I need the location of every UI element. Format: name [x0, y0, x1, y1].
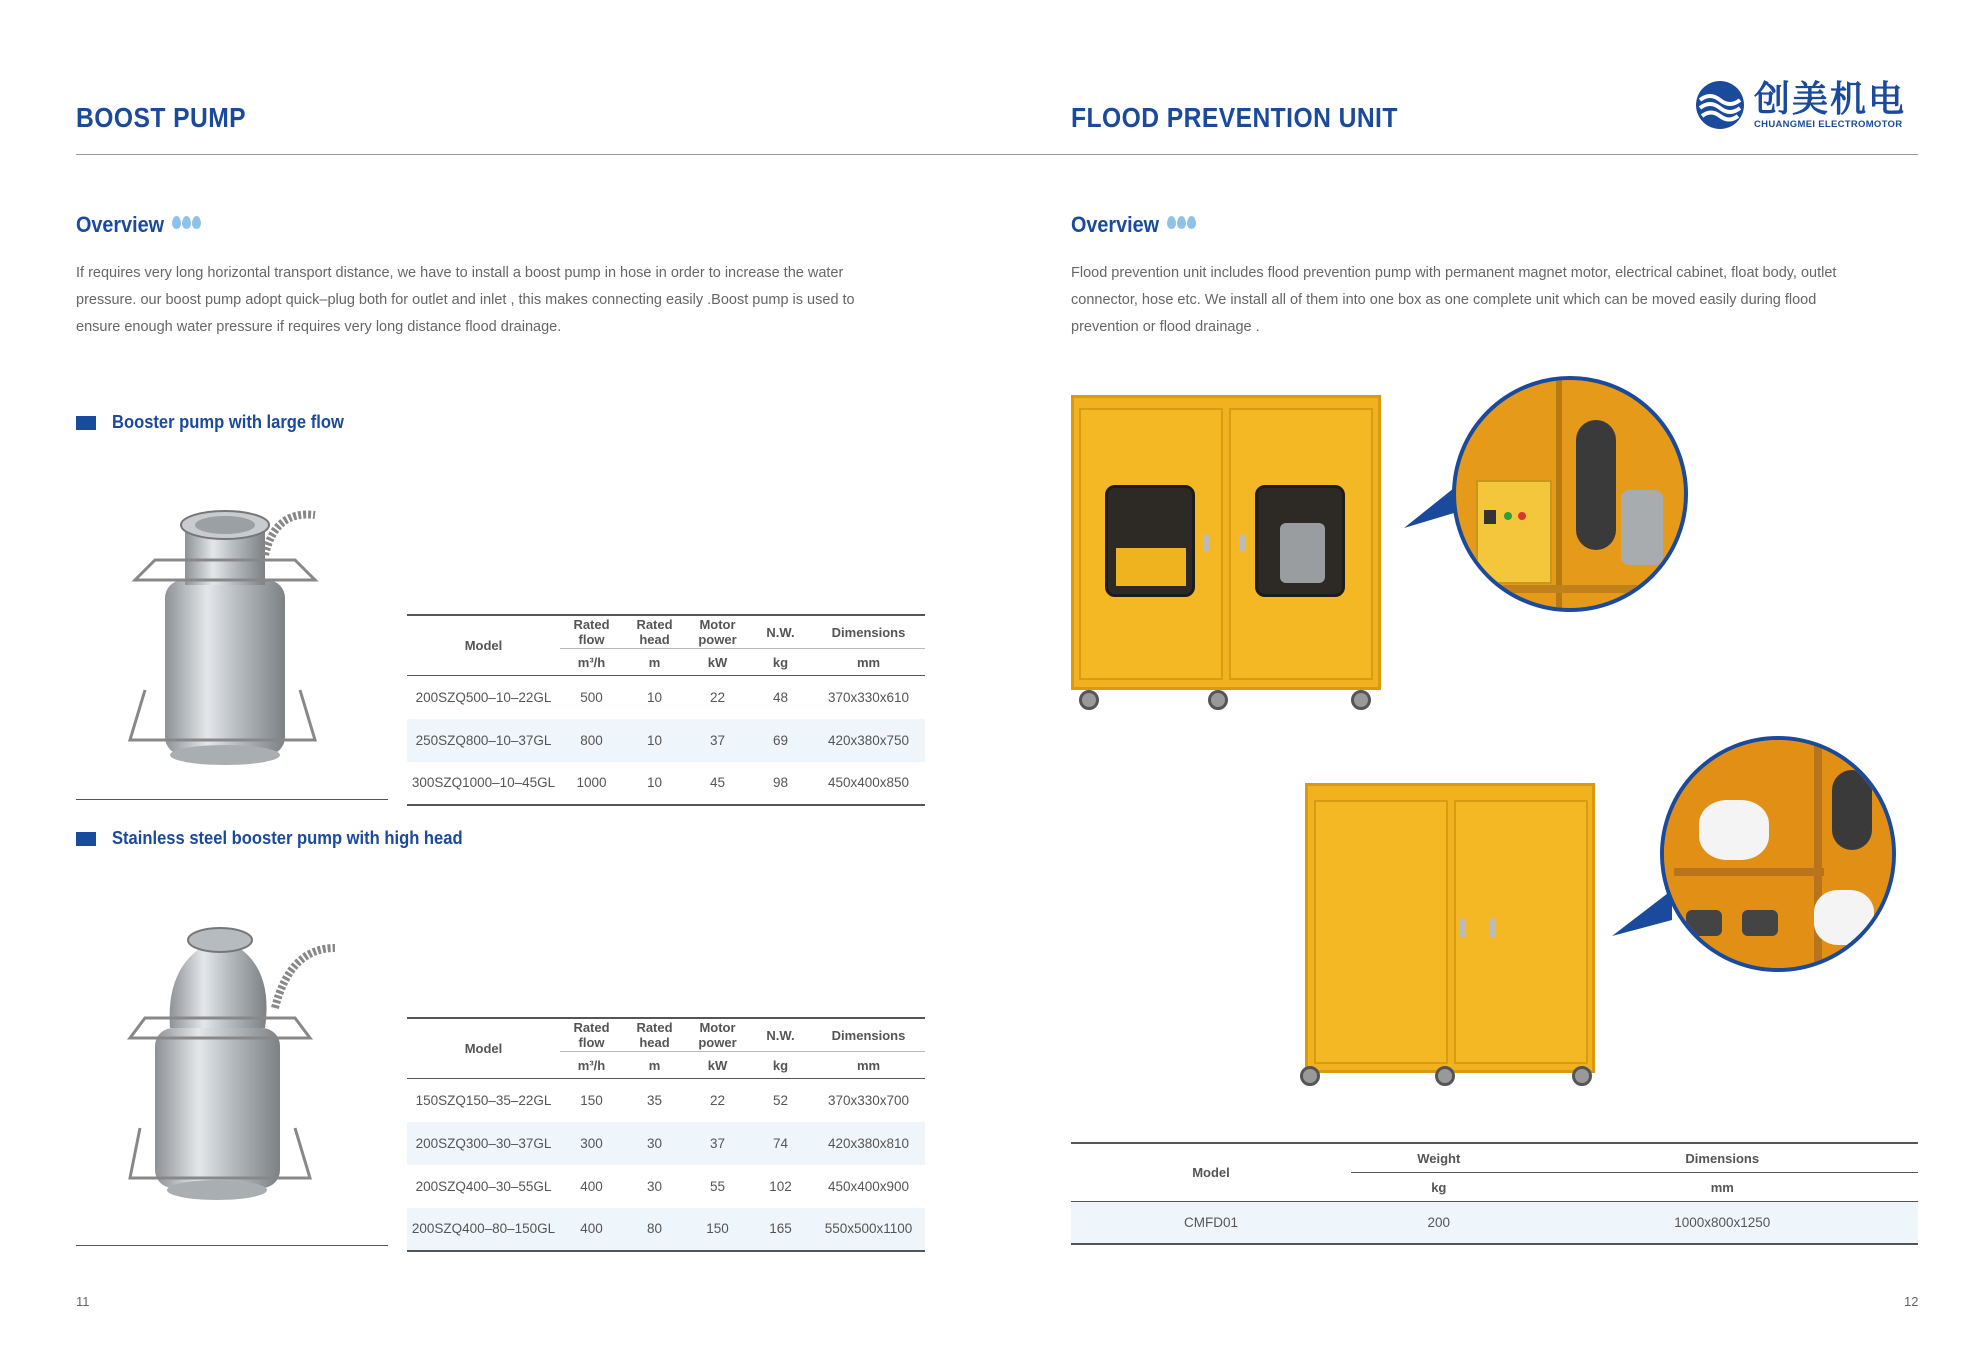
cell-head: 10 — [646, 775, 663, 790]
overview-text-right — [1071, 260, 1931, 341]
col-power: Motor power — [686, 615, 749, 649]
cell-power: 22 — [709, 1092, 726, 1108]
cell-nw: 98 — [772, 775, 789, 790]
unit-nw: kg — [772, 654, 789, 670]
logo-english-text: CHUANGMEI ELECTROMOTOR — [1754, 118, 1903, 130]
unit-head: m — [648, 654, 661, 670]
col-head: Rated head — [623, 615, 686, 649]
cell-head: 30 — [646, 1135, 663, 1151]
cell-flow: 300 — [580, 1135, 603, 1151]
cell-nw: 102 — [769, 1178, 792, 1194]
col-flow: Rated flow — [560, 615, 623, 649]
table-row — [1071, 1202, 1918, 1244]
col-nw: N.W. — [749, 1018, 812, 1052]
col-dim: Dimensions — [812, 1018, 925, 1052]
spec-table-flood-unit — [1071, 1142, 1918, 1245]
overview-line: ensure enough water pressure if requires very long distance flood drainage. — [76, 319, 562, 335]
cell-power: 22 — [709, 689, 726, 705]
cell-model: 200SZQ500–10–22GL — [415, 689, 552, 705]
water-drops-icon — [1167, 216, 1197, 234]
overview-heading-left — [76, 212, 202, 238]
table-row — [407, 719, 925, 762]
col-head: Rated head — [623, 1018, 686, 1052]
col-power: Motor power — [686, 1018, 749, 1052]
cell-model: 300SZQ1000–10–45GL — [411, 775, 556, 790]
cell-model: 200SZQ400–80–150GL — [411, 1221, 556, 1236]
overview-heading-right — [1071, 212, 1197, 238]
overview-label: Overview — [76, 212, 165, 237]
table-row — [407, 1208, 925, 1251]
cell-flow: 400 — [580, 1178, 603, 1194]
section-marker-icon — [76, 416, 96, 430]
col-nw: N.W. — [749, 615, 812, 649]
col-model: Model — [407, 1018, 560, 1079]
cell-dim: 420x380x750 — [827, 732, 910, 748]
overview-line: If requires very long horizontal transport distance, we have to install a boost pump in hose in order to increase the water — [76, 265, 844, 281]
water-drops-icon — [172, 216, 202, 234]
unit-dim: mm — [1710, 1179, 1734, 1195]
unit-power: kW — [707, 654, 728, 670]
col-flow: Rated flow — [560, 1018, 623, 1052]
cell-head: 10 — [646, 689, 663, 705]
cell-nw: 74 — [772, 1135, 789, 1151]
cell-head: 80 — [646, 1221, 663, 1236]
overview-line: connector, hose etc. We install all of them into one box as one complete unit which can be moved easily during flood — [1071, 292, 1817, 308]
overview-text-left — [76, 260, 936, 341]
cell-flow: 500 — [580, 689, 603, 705]
cabinet-interior-detail-image — [1452, 376, 1688, 612]
boost-pump-large-flow-image — [125, 500, 335, 770]
cell-nw: 52 — [772, 1092, 789, 1108]
unit-flow: m³/h — [577, 654, 606, 670]
page-number-left: 11 — [76, 1294, 90, 1309]
image-divider — [76, 1245, 388, 1246]
overview-line: pressure. our boost pump adopt quick–plug both for outlet and inlet , this makes connecting easily .Boost pump is used to — [76, 292, 855, 308]
cell-flow: 150 — [580, 1092, 603, 1108]
overview-line: Flood prevention unit includes flood prevention pump with permanent magnet motor, electrical cabinet, float body, outlet — [1071, 265, 1837, 281]
cell-model: 200SZQ300–30–37GL — [415, 1135, 552, 1151]
unit-dim: mm — [856, 654, 881, 670]
unit-head: m — [648, 1057, 661, 1073]
cell-model: 150SZQ150–35–22GL — [415, 1092, 552, 1108]
cell-power: 45 — [709, 775, 726, 790]
cell-weight: 200 — [1427, 1214, 1451, 1230]
wave-logo-icon — [1694, 80, 1748, 130]
section-marker-icon — [76, 832, 96, 846]
cell-flow: 800 — [580, 732, 603, 748]
cell-dim: 450x400x900 — [827, 1178, 910, 1194]
cell-power: 55 — [709, 1178, 726, 1194]
cell-head: 10 — [646, 732, 663, 748]
cell-power: 37 — [709, 1135, 726, 1151]
overview-label: Overview — [1071, 212, 1160, 237]
page-title-flood-prevention: FLOOD PREVENTION UNIT — [1071, 102, 1398, 133]
flood-unit-cabinet-closed-image — [1300, 778, 1600, 1098]
cell-flow: 400 — [580, 1221, 603, 1236]
cell-dim: 450x400x850 — [827, 775, 910, 790]
spec-table-large-flow — [407, 614, 925, 806]
section-heading-large-flow: Booster pump with large flow — [112, 412, 344, 432]
cell-head: 30 — [646, 1178, 663, 1194]
cell-model: 250SZQ800–10–37GL — [415, 732, 552, 748]
image-divider — [76, 799, 388, 800]
cell-dim: 550x500x1100 — [824, 1221, 913, 1236]
page-number-right: 12 — [1904, 1294, 1919, 1309]
table-row — [407, 762, 925, 805]
cell-nw: 48 — [772, 689, 789, 705]
cabinet-storage-detail-image — [1660, 736, 1896, 972]
unit-flow: m³/h — [577, 1057, 606, 1073]
cell-head: 35 — [646, 1092, 663, 1108]
page-title-boost-pump: BOOST PUMP — [76, 102, 247, 133]
col-dim: Dimensions — [1527, 1143, 1918, 1173]
cell-nw: 165 — [769, 1221, 792, 1236]
cell-power: 37 — [709, 732, 726, 748]
boost-pump-high-head-image — [125, 918, 345, 1208]
cell-flow: 1000 — [576, 775, 607, 790]
spec-table-high-head — [407, 1017, 925, 1252]
unit-dim: mm — [856, 1057, 881, 1073]
brand-logo — [1694, 80, 1906, 130]
cell-model: CMFD01 — [1183, 1214, 1238, 1230]
cell-model: 200SZQ400–30–55GL — [415, 1178, 552, 1194]
col-weight: Weight — [1351, 1143, 1527, 1173]
table-row — [407, 1165, 925, 1208]
header-divider — [76, 154, 1918, 155]
cell-dim: 370x330x700 — [827, 1092, 910, 1108]
table-row — [407, 676, 925, 719]
col-model: Model — [1071, 1143, 1351, 1202]
cell-nw: 69 — [772, 732, 789, 748]
table-row — [407, 1079, 925, 1122]
section-heading-high-head: Stainless steel booster pump with high head — [112, 828, 463, 848]
unit-power: kW — [707, 1057, 728, 1073]
cell-dim: 370x330x610 — [827, 689, 910, 705]
overview-line: prevention or flood drainage . — [1071, 319, 1260, 335]
col-model: Model — [407, 615, 560, 676]
unit-nw: kg — [772, 1057, 789, 1073]
col-dim: Dimensions — [812, 615, 925, 649]
flood-unit-cabinet-windowed-image — [1071, 390, 1381, 715]
table-row — [407, 1122, 925, 1165]
cell-dim: 420x380x810 — [827, 1135, 910, 1151]
logo-chinese-text: 创美机电 — [1754, 78, 1907, 120]
cell-dim: 1000x800x1250 — [1674, 1214, 1771, 1230]
unit-weight: kg — [1431, 1179, 1447, 1195]
cell-power: 150 — [706, 1221, 729, 1236]
